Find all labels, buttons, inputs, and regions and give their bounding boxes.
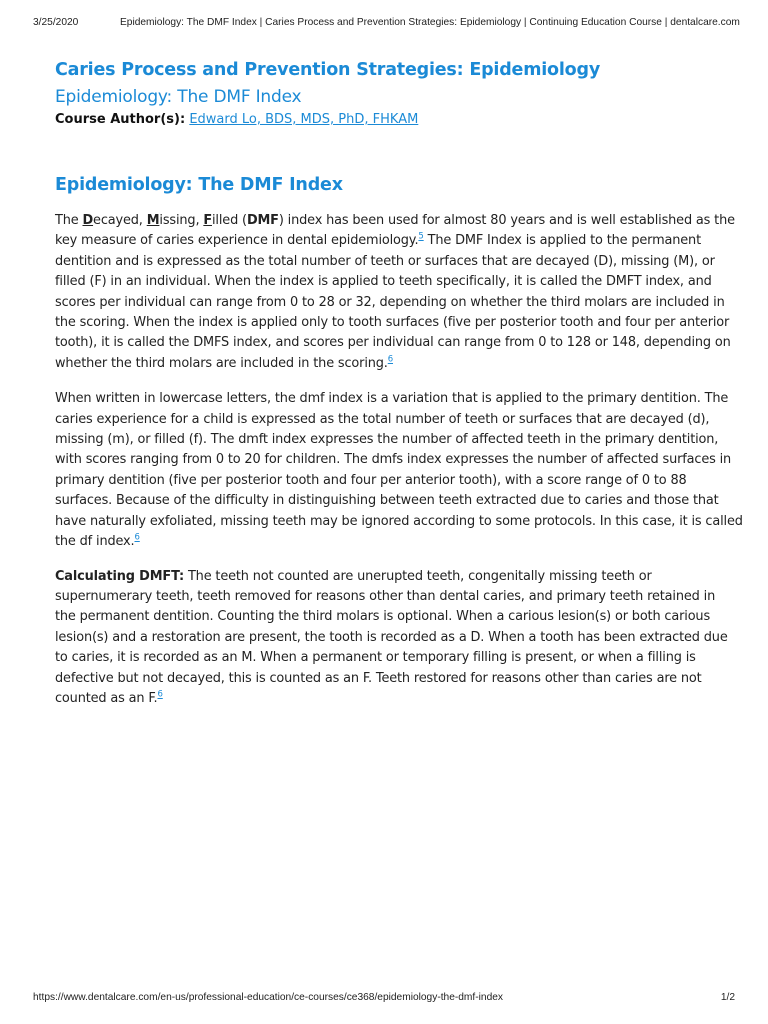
print-date: 3/25/2020 — [33, 17, 79, 28]
page-heading: Epidemiology: The DMF Index — [55, 175, 343, 195]
reference-link[interactable]: 6 — [157, 689, 163, 700]
text-line: primary dentition (five per posterior tooth and four per anterior tooth), with a score range of 0 to 88 — [55, 472, 687, 488]
page-number: 1/2 — [720, 992, 735, 1003]
text-fragment: illed ( — [212, 213, 247, 228]
text-line — [55, 354, 715, 374]
text-line: When written in lowercase letters, the dmf index is a variation that is applied to the primary dentition. The — [55, 391, 729, 407]
text-line: the scoring. When the index is applied only to tooth surfaces (five per posterior tooth and four per anterior — [55, 315, 730, 331]
text-fragment: ecayed, — [93, 213, 147, 228]
section-subtitle: Epidemiology: The DMF Index — [55, 87, 302, 107]
calculating-dmft-label: Calculating DMFT: — [55, 568, 185, 584]
course-authors — [55, 110, 715, 129]
text-line: the permanent dentition. Counting the third molars is optional. When a carious lesion(s) or both carious — [55, 609, 711, 625]
paragraph-calculating-dmft — [55, 567, 728, 710]
text-line: surfaces. Because of the difficulty in distinguishing between teeth extracted due to caries and those that — [55, 493, 719, 509]
text-line: lesion(s) and a restoration are present, the tooth is recorded as a D. When a tooth has been extracted due — [55, 629, 728, 645]
text-line — [55, 231, 715, 251]
text-line — [55, 211, 735, 231]
text-fragment: whether the third molars are included in the scoring. — [55, 355, 388, 371]
reference-link[interactable]: 6 — [134, 532, 140, 543]
text-line: scores per individual can range from 0 to 28 or 32, depending on whether the third molars are included in — [55, 294, 725, 310]
text-line: dentition and is expressed as the total number of teeth or surfaces that are decayed (D), missing (M), or — [55, 253, 715, 269]
text-line: have naturally exfoliated, missing teeth may be ignored according to some protocols. In this case, it is called — [55, 513, 743, 529]
filled-letter: F — [203, 213, 212, 228]
text-line: filled (F) in an individual. When the index is applied to teeth specifically, it is called the DMFT index, and — [55, 274, 712, 290]
missing-letter: M — [146, 213, 160, 228]
text-line: missing (m), or filled (f). The dmft index expresses the number of affected teeth in the primary dentition, — [55, 432, 719, 448]
text-fragment: The DMF Index is applied to the permanent — [423, 233, 701, 249]
text-line: tooth), it is called the DMFS index, and scores per individual can range from 0 to 128 or 148, depending on — [55, 335, 731, 351]
text-line — [55, 689, 715, 709]
dmf-acronym: DMF — [246, 213, 279, 228]
decayed-letter: D — [82, 213, 94, 228]
article-content — [55, 58, 743, 709]
paragraph-dmf-definition — [55, 211, 735, 374]
paragraph-dmf-lowercase — [55, 389, 743, 552]
text-fragment: key measure of caries experience in dental epidemiology. — [55, 233, 419, 249]
print-page-title: Epidemiology: The DMF Index | Caries Process and Prevention Strategies: Epidemiology | Continuing Education Course | dentalcare.com — [120, 17, 740, 28]
text-fragment: ) index has been used for almost 80 years and is well established as the — [278, 213, 735, 228]
text-fragment: The teeth not counted are unerupted teeth, congenitally missing teeth or — [184, 568, 652, 584]
text-line — [55, 532, 715, 552]
reference-link[interactable]: 5 — [418, 232, 424, 243]
text-line — [55, 567, 715, 587]
text-fragment: counted as an F. — [55, 690, 158, 706]
course-title: Caries Process and Prevention Strategies: Epidemiology — [55, 60, 601, 80]
text-line: to caries, it is recorded as an M. When a permanent or temporary filling is present, or when a filling is — [55, 650, 696, 666]
reference-link[interactable]: 6 — [387, 354, 394, 365]
text-fragment: the df index. — [55, 534, 135, 550]
text-fragment: The — [55, 213, 83, 228]
author-link[interactable]: Edward Lo, BDS, MDS, PhD, FHKAM — [189, 112, 419, 127]
text-line: defective but not decayed, this is counted as an F. Teeth restored for reasons other than caries are not — [55, 670, 702, 686]
author-label: Course Author(s): — [55, 112, 186, 127]
print-url: https://www.dentalcare.com/en-us/professional-education/ce-courses/ce368/epidemiology-the-dmf-index — [33, 992, 503, 1003]
text-line: with scores ranging from 0 to 20 for children. The dmfs index expresses the number of affected surfaces in — [55, 452, 732, 468]
text-line: caries experience for a child is expressed as the total number of teeth or surfaces that are decayed (d), — [55, 411, 710, 427]
text-line: supernumerary teeth, teeth removed for reasons other than dental caries, and primary teeth retained in — [55, 588, 716, 604]
text-fragment: issing, — [159, 213, 204, 228]
